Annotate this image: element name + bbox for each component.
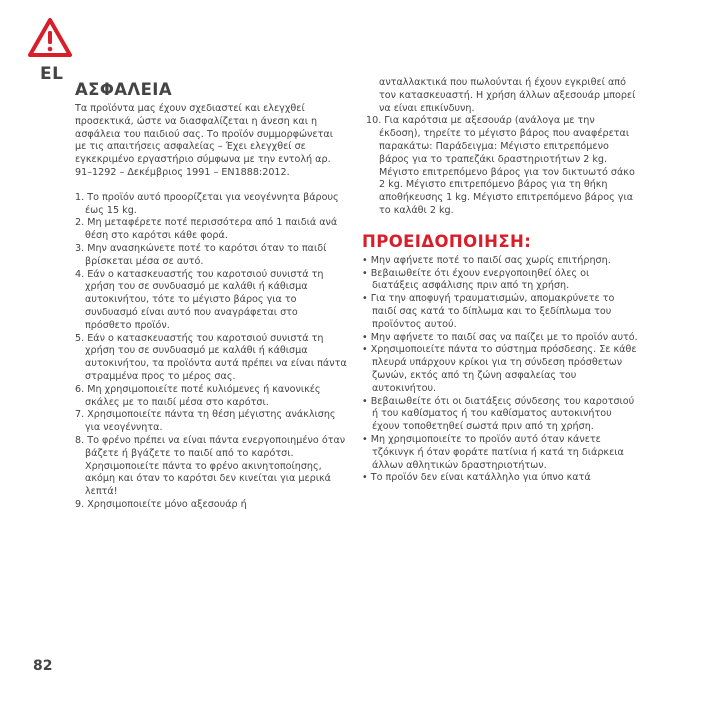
safety-rule-6: 6. Μη χρησιμοποιείτε ποτέ κυλιόμενες ή κανονικές σκάλες με το παιδί μέσα στο καρότσι. bbox=[75, 383, 321, 408]
safety-title: ΑΣΦΑΛΕΙΑ bbox=[75, 80, 172, 99]
safety-rule-2: 2. Μη μεταφέρετε ποτέ περισσότερα από 1 παιδιά ανά θέση στο καρότσι κάθε φορά. bbox=[75, 217, 338, 242]
safety-intro: Τα προϊόντα μας έχουν σχεδιαστεί και ελεγχθεί προσεκτικά, ώστε να διασφαλίζεται η άνεση και η ασφάλεια του παιδιού σας. Το προϊόν συμμορφώνεται με τις απαιτήσεις ασφαλείας – Έχει ελεγχθεί σε εγκεκριμένο εργαστήριο σύμφωνα με την εντολή αρ. 91–1292 – Δεκέμβριος 1991 – EN1888:2012. bbox=[75, 103, 333, 178]
language-label: EL bbox=[40, 64, 64, 84]
warning-item: • Βεβαιωθείτε ότι έχουν ενεργοποιηθεί όλες οι διατάξεις ασφάλισης πριν από τη χρήση. bbox=[362, 267, 590, 292]
safety-rule-9: 9. Χρησιμοποιείτε μόνο αξεσουάρ ή bbox=[75, 498, 247, 510]
safety-rule-7: 7. Χρησιμοποιείτε πάντα τη θέση μέγιστης ανάκλισης για νεογέννητα. bbox=[75, 409, 336, 434]
page-number: 82 bbox=[33, 658, 53, 674]
warning-item: • Μην αφήνετε ποτέ το παιδί σας χωρίς επιτήρηση. bbox=[362, 254, 611, 266]
warning-item: • Μη χρησιμοποιείτε το προϊόν αυτό όταν κάνετε τζόκινγκ ή όταν φοράτε πατίνια ή κατά τη διάρκεια άλλων αθλητικών δραστηριοτήτων. bbox=[362, 433, 624, 471]
safety-rule-1: 1. Το προϊόν αυτό προορίζεται για νεογέννητα βάρους έως 15 kg. bbox=[75, 191, 339, 216]
safety-rule-8: 8. Το φρένο πρέπει να είναι πάντα ενεργοποιημένο όταν βάζετε ή βγάζετε το παιδί από το καρότσι. Χρησιμοποιείτε πάντα το φρένο ακινητοποίησης, ακόμη και όταν το καρότσι δεν κινείται για μερικά λεπτά! bbox=[75, 434, 346, 498]
left-column bbox=[75, 79, 347, 512]
safety-rule-10: 10. Για καρότσια με αξεσουάρ (ανάλογα με την έκδοση), τηρείτε το μέγιστο βάρος που αναφέρεται παρακάτω: Παράδειγμα: Μέγιστο επιτρεπόμενο βάρος για το τραπεζάκι δραστηριοτήτων 2 kg. Μέγιστο επιτρεπόμενο βάρος για τον δικτυωτό σάκο 2 kg. Μέγιστο επιτρεπόμενο βάρος για τη θήκη αποθήκευσης 1 kg. Μέγιστο επιτρεπόμενο βάρος για το καλάθι 2 kg. bbox=[366, 115, 635, 216]
warning-list bbox=[362, 255, 638, 485]
safety-rules-list bbox=[75, 192, 347, 512]
safety-rule-5: 5. Εάν ο κατασκευαστής του καροτσιού συνιστά τη χρήση του σε συνδυασμό με καλάθι ή κάθισμα αυτοκινήτου, τα προϊόντα αυτά πρέπει να είναι πάντα στραμμένα προς το μέρος σας. bbox=[75, 332, 347, 382]
warning-item: • Χρησιμοποιείτε πάντα το σύστημα πρόσδεσης. Σε κάθε πλευρά υπάρχουν κρίκοι για τη σύνδεση πρόσθετων ζωνών, εκτός από τη ζώνη ασφαλείας του αυτοκινήτου. bbox=[362, 344, 637, 394]
safety-rule-4: 4. Εάν ο κατασκευαστής του καροτσιού συνιστά τη χρήση του σε συνδυασμό με καλάθι ή κάθισμα αυτοκινήτου, τότε το μέγιστο βάρος για το συνδυασμό είναι αυτό που αναγράφεται στο πρόσθετο προϊόν. bbox=[75, 268, 324, 331]
right-column bbox=[362, 77, 638, 485]
warning-item: • Το προϊόν δεν είναι κατάλληλο για ύπνο κατά bbox=[362, 472, 591, 484]
warning-item: • Βεβαιωθείτε ότι οι διατάξεις σύνδεσης του καροτσιού ή του καθίσματος ή του καθίσματος αυτοκινήτου έχουν τοποθετηθεί σωστά πριν από τη χρήση. bbox=[362, 395, 635, 433]
warning-triangle-icon bbox=[28, 18, 72, 58]
safety-rule-3: 3. Μην ανασηκώνετε ποτέ το καρότσι όταν το παιδί βρίσκεται μέσα σε αυτό. bbox=[75, 242, 327, 267]
warning-item: • Για την αποφυγή τραυματισμών, απομακρύνετε το παιδί σας κατά το δίπλωμα και το ξεδίπλωμα του προϊόντος αυτού. bbox=[362, 293, 615, 330]
safety-rules-continued bbox=[362, 77, 638, 218]
warning-title: ΠΡΟΕΙΔΟΠΟΙΗΣΗ: bbox=[362, 231, 532, 251]
warning-item: • Μην αφήνετε το παιδί σας να παίζει με το προϊόν αυτό. bbox=[362, 331, 638, 343]
safety-rule-9-continued: ανταλλακτικά που πωλούνται ή έχουν εγκριθεί από τον κατασκευαστή. Η χρήση άλλων αξεσουάρ μπορεί να είναι επικίνδυνη. bbox=[379, 77, 636, 114]
